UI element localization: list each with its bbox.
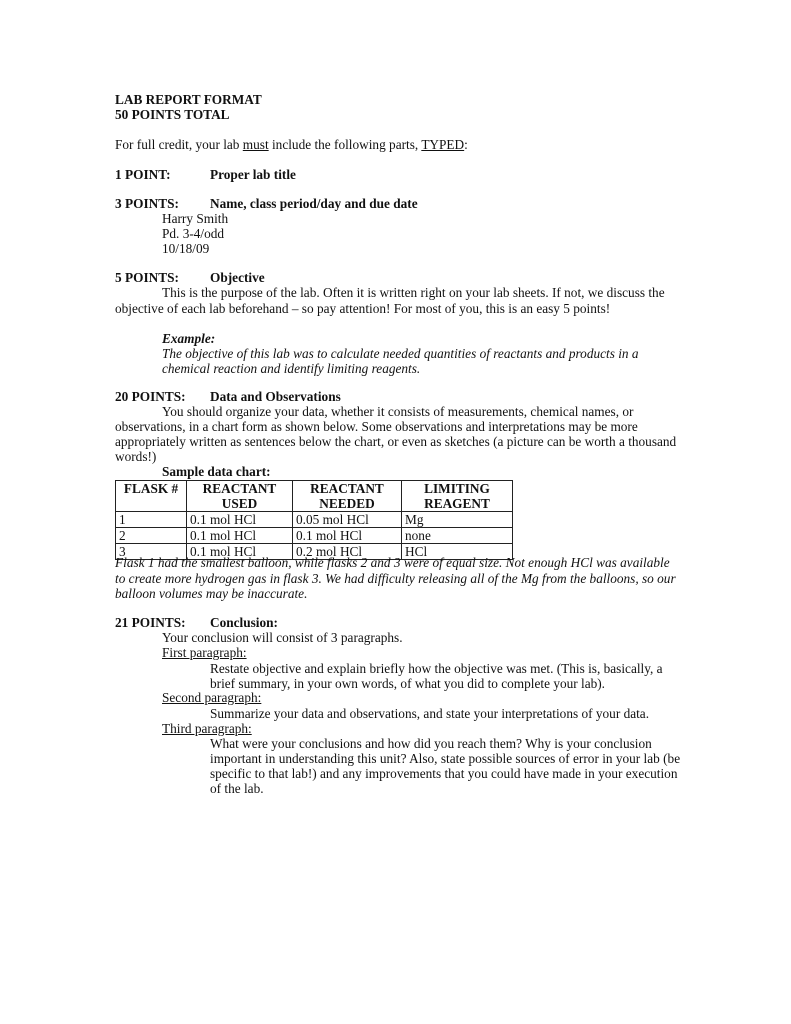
- paragraph-line: observations, in a chart form as shown below. Some observations and interpretations may be more: [115, 419, 638, 434]
- section-points: 1 POINT:: [115, 167, 171, 182]
- points-total: 50 POINTS TOTAL: [115, 107, 230, 122]
- section-points: 3 POINTS:: [115, 196, 179, 211]
- table-cell: 0.1 mol HCl: [187, 544, 293, 560]
- paragraph-line: Restate objective and explain briefly how the objective was met. (This is, basically, a: [210, 661, 663, 676]
- intro-part: :: [464, 137, 468, 152]
- sample-data-table: [115, 480, 513, 560]
- header-text: FLASK #: [123, 481, 179, 496]
- paragraph-line: words!): [115, 449, 157, 464]
- third-paragraph-label: Third paragraph:: [162, 721, 252, 736]
- example-label: Example:: [162, 331, 216, 346]
- paragraph-line: brief summary, in your own words, of what you did to complete your lab).: [210, 676, 606, 691]
- first-paragraph-label: First paragraph:: [162, 645, 247, 660]
- example-period: Pd. 3-4/odd: [162, 226, 225, 241]
- table-cell: Mg: [402, 512, 513, 528]
- table-cell: 0.1 mol HCl: [187, 512, 293, 528]
- table-header: [293, 481, 402, 512]
- section-heading: Name, class period/day and due date: [210, 196, 418, 211]
- section-heading: Conclusion:: [210, 615, 278, 630]
- section-points: 20 POINTS:: [115, 389, 186, 404]
- document-title: LAB REPORT FORMAT: [115, 92, 262, 107]
- paragraph-line: of the lab.: [210, 781, 264, 796]
- table-cell: HCl: [402, 544, 513, 560]
- observation-line: Flask 1 had the smallest balloon, while flasks 2 and 3 were of equal size. Not enough HCl was available: [115, 555, 670, 570]
- header-text: USED: [221, 496, 258, 511]
- example-date: 10/18/09: [162, 241, 210, 256]
- table-cell: 0.2 mol HCl: [293, 544, 402, 560]
- section-points: 21 POINTS:: [115, 615, 186, 630]
- table-header: [187, 481, 293, 512]
- table-cell: 0.05 mol HCl: [293, 512, 402, 528]
- section-points: 5 POINTS:: [115, 270, 179, 285]
- paragraph-line: What were your conclusions and how did you reach them? Why is your conclusion: [210, 736, 652, 751]
- paragraph-line: appropriately written as sentences below the chart, or even as sketches (a picture can be worth a thousand: [115, 434, 677, 449]
- paragraph-line: specific to that lab!) and any improvements that you could have made in your execution: [210, 766, 678, 781]
- section-heading: Data and Observations: [210, 389, 341, 404]
- section-heading: Objective: [210, 270, 265, 285]
- table-row: [116, 512, 513, 528]
- header-text: REACTANT: [202, 481, 277, 496]
- intro-text: [115, 137, 468, 152]
- table-cell: 1: [116, 512, 187, 528]
- second-paragraph-label: Second paragraph:: [162, 690, 262, 705]
- example-line: chemical reaction and identify limiting reagents.: [162, 361, 421, 376]
- intro-part: include the following parts,: [268, 137, 422, 152]
- paragraph-line: Summarize your data and observations, and state your interpretations of your data.: [210, 706, 650, 721]
- header-text: LIMITING: [424, 481, 490, 496]
- example-name: Harry Smith: [162, 211, 229, 226]
- intro-typed: TYPED: [421, 137, 465, 152]
- table-header: [402, 481, 513, 512]
- intro-must: must: [242, 137, 269, 152]
- header-text: NEEDED: [319, 496, 375, 511]
- table-row: [116, 528, 513, 544]
- table-cell: none: [402, 528, 513, 544]
- observation-line: to create more hydrogen gas in flask 3. We had difficulty releasing all of the Mg from the balloons, so our: [115, 571, 676, 586]
- header-text: REAGENT: [424, 496, 490, 511]
- table-header: [116, 481, 187, 512]
- observation-line: balloon volumes may be inaccurate.: [115, 586, 308, 601]
- table-cell: 2: [116, 528, 187, 544]
- paragraph-line: This is the purpose of the lab. Often it is written right on your lab sheets. If not, we discuss the: [162, 285, 665, 300]
- paragraph-line: Your conclusion will consist of 3 paragraphs.: [162, 630, 403, 645]
- chart-label: Sample data chart:: [162, 464, 271, 479]
- example-line: The objective of this lab was to calculate needed quantities of reactants and products in a: [162, 346, 639, 361]
- section-heading: Proper lab title: [210, 167, 296, 182]
- header-text: REACTANT: [310, 481, 384, 496]
- intro-part: For full credit, your lab: [115, 137, 243, 152]
- table-cell: 0.1 mol HCl: [187, 528, 293, 544]
- table-cell: 3: [116, 544, 187, 560]
- paragraph-line: objective of each lab beforehand – so pay attention! For most of you, this is an easy 5 points!: [115, 301, 611, 316]
- table-cell: 0.1 mol HCl: [293, 528, 402, 544]
- paragraph-line: important in understanding this unit? Also, state possible sources of error in your lab (be: [210, 751, 681, 766]
- table-header-row: [116, 481, 513, 512]
- paragraph-line: You should organize your data, whether it consists of measurements, chemical names, or: [162, 404, 634, 419]
